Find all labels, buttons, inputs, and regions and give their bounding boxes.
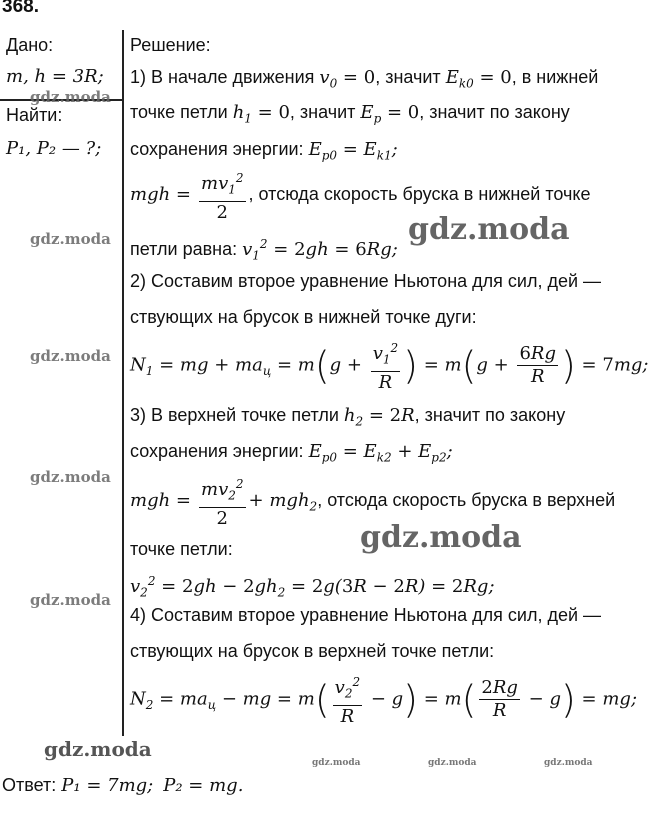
watermark: gdz.moda <box>312 758 361 768</box>
step3-line2: сохранения энергии: $E_{p0} = E_{k2} + E_{p2}$; <box>130 441 453 465</box>
step2-line2: ствующих на брусок в нижней точке дуги: <box>130 307 477 327</box>
step1-line5: петли равна: $v_1^2 = 2gh = 6Rg$; <box>130 237 398 263</box>
step3-equation: $v_2^2 = 2gh - 2gh_2 = 2g(3R - 2R) = 2Rg$; <box>130 574 495 600</box>
step2-line1: 2) Составим второе уравнение Ньютона для сил, дей — <box>130 271 602 291</box>
step1-line2: точке петли $h_1 = 0$, значит $E_p = 0$, значит по закону <box>130 102 570 126</box>
watermark: gdz.moda <box>30 230 111 248</box>
step1-line1: 1) В начале движения $v_0 = 0$, значит $E_{k0} = 0$, в нижней <box>130 67 599 91</box>
step3-line4: точке петли: <box>130 539 233 559</box>
vertical-divider <box>122 30 124 736</box>
step1-line4: mgh = $\frac{mv_1^2}{2}$ , отсюда скорость бруска в нижней точке <box>130 168 591 223</box>
watermark: gdz.moda <box>30 591 111 609</box>
step4-line2: ствующих на брусок в верхней точке петли: <box>130 641 495 661</box>
watermark: gdz.moda <box>30 468 111 486</box>
step3-line3: mgh = $\frac{mv_2^2}{2}$ + mgh$_2$, отсюда скорость бруска в верхней <box>130 474 615 529</box>
watermark: gdz.moda <box>30 88 111 106</box>
step2-equation: $N_1$ = mg + $ma_ц = m(g$ + $\frac{v_1^2}{R}$ ) = m(g + $\frac{6Rg}{R}$ ) = 7mg; <box>130 338 648 393</box>
watermark: gdz.moda <box>360 520 522 555</box>
answer-line: Ответ: P₁ = 7mg; P₂ = mg. <box>2 775 244 796</box>
given-title: Дано: <box>6 35 54 55</box>
step4-line1: 4) Составим второе уравнение Ньютона для сил, дей — <box>130 605 602 625</box>
problem-number: 368. <box>2 0 39 17</box>
step4-equation: $N_2 = ma_ц$ − mg = m( $\frac{v_2^2}{R}$ − g) = m( $\frac{2Rg}{R}$ − g) = mg; <box>130 672 637 727</box>
given-values: m, h = 3R; <box>6 66 104 87</box>
watermark: gdz.moda <box>408 212 570 247</box>
watermark: gdz.moda <box>544 758 593 768</box>
find-title: Найти: <box>6 105 63 125</box>
step1-line3: сохранения энергии: $E_{p0} = E_{k1}$; <box>130 139 398 163</box>
solution-title: Решение: <box>130 35 211 55</box>
step3-line1: 3) В верхней точке петли $h_2 = 2R$, значит по закону <box>130 405 566 429</box>
watermark: gdz.moda <box>30 347 111 365</box>
watermark: gdz.moda <box>428 758 477 768</box>
watermark: gdz.moda <box>44 737 152 761</box>
find-values: P₁, P₂ — ?; <box>6 138 102 159</box>
